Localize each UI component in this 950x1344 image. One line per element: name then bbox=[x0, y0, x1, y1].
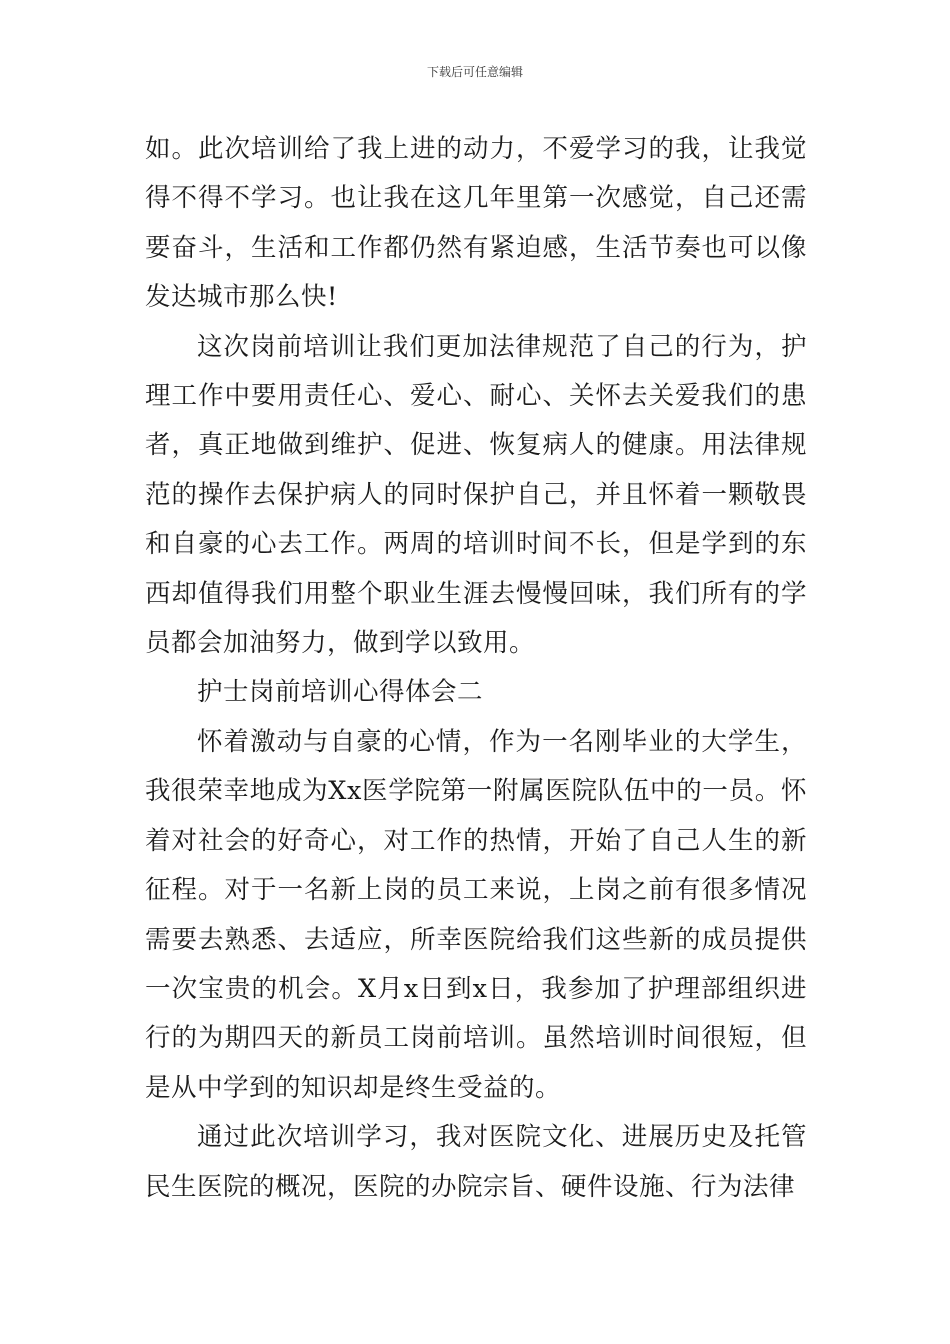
section-title: 护士岗前培训心得体会二 bbox=[197, 677, 484, 708]
paragraph-1: 如。此次培训给了我上进的动力，不爱学习的我，让我觉得不得不学习。也让我在这几年里第一次感觉，自己还需要奋斗，生活和工作都仍然有紧迫感，生活节奏也可以像发达城市那么快! bbox=[145, 134, 807, 313]
paragraph-4: 通过此次培训学习，我对医院文化、进展历史及托管民生医院的概况，医院的办院宗旨、硬件设施、行为法律 bbox=[145, 1122, 807, 1202]
document-body bbox=[145, 125, 807, 1212]
page-header-note: 下载后可任意编辑 bbox=[426, 65, 523, 79]
paragraph-2: 这次岗前培训让我们更加法律规范了自己的行为，护理工作中要用责任心、爱心、耐心、关怀去关爱我们的患者，真正地做到维护、促进、恢复病人的健康。用法律规范的操作去保护病人的同时保护自己，并且怀着一颗敬畏和自豪的心去工作。两周的培训时间不长，但是学到的东西却值得我们用整个职业生涯去慢慢回味，我们所有的学员都会加油努力，做到学以致用。 bbox=[145, 331, 807, 659]
paragraph-3: 怀着激动与自豪的心情，作为一名刚毕业的大学生，我很荣幸地成为Xx医学院第一附属医院队伍中的一员。怀着对社会的好奇心，对工作的热情，开始了自己人生的新征程。对于一名新上岗的员工来说，上岗之前有很多情况需要去熟悉、去适应，所幸医院给我们这些新的成员提供一次宝贵的机会。X月x日到x日，我参加了护理部组织进行的为期四天的新员工岗前培训。虽然培训时间很短，但是从中学到的知识却是终生受益的。 bbox=[145, 726, 807, 1103]
